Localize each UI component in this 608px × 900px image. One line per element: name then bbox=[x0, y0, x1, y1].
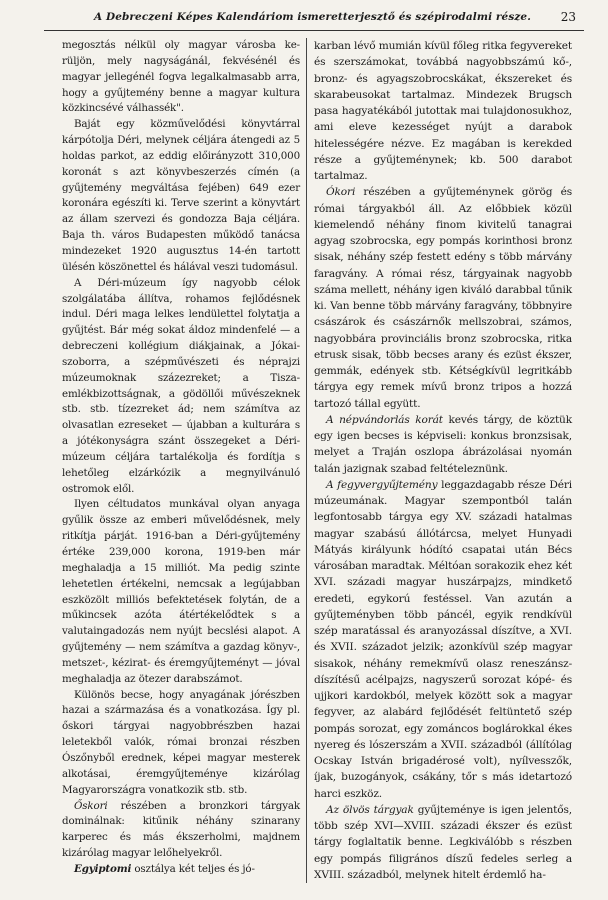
section-lead: Egyiptomi bbox=[74, 862, 132, 875]
column-divider bbox=[306, 38, 307, 883]
section-lead: Őskori bbox=[74, 799, 108, 812]
header-rule bbox=[44, 30, 584, 31]
running-title: A Debreczeni Képes Kalendáriom ismeretterjesztő és szépirodalmi része. bbox=[94, 11, 531, 23]
paragraph: megosztás nélkül oly magyar városba ke- rüljön, mely nagyságánál, fekvésénél és magyar jellegénél fogva legalkalmasabb arra, hogy a gyűjtemény benne a magyar kultura közkincsévé válhassék". bbox=[62, 39, 300, 115]
paragraph-text: kevés tárgy, de köztük egy igen becses is képviseli: konkus bronzsisak, melyet a Traján oszlopa ábrázolásai nyomán talán jazignak szabad feltételeznünk. bbox=[314, 413, 572, 475]
paragraph: Különös becse, hogy anyagának jórészben hazai a származása és a vonatkozása. Így pl. őskori tárgyai nagyobbrészben hazai leletekből valók, római bronzai részben Ószőnyből erednek, képei magyar mesterek alkotásai, éremgyűjteménye kizárólag Magyarországra vonatkozik stb. stb. bbox=[62, 688, 300, 796]
paragraph: Baját egy közművelődési könyvtárral kárpótolja Déri, melynek céljára átengedi az 5 holdas parkot, az eddig előirányzott 310,000 koronát s azt könyvbeszerzés címén (a gyűjtemény megváltása fejében) 649 ezer koronára egészíti ki. Terve szerint a könyvtárt az állam szervezi és gondozza Baja céljára. Baja th. város Budapesten működő tanácsa mindezeket 1920 augusztus 14-én tartott ülésén köszönettel és hálával veszi tudomásul. bbox=[62, 118, 300, 273]
section-lead: Ókori bbox=[326, 186, 356, 199]
paragraph bbox=[314, 477, 572, 802]
page-number: 23 bbox=[560, 10, 576, 24]
right-column bbox=[314, 38, 572, 883]
page-header bbox=[44, 10, 584, 28]
section-lead: A fegyvergyűjtemény bbox=[326, 478, 438, 491]
paragraph bbox=[62, 862, 300, 878]
section-lead: Az ölvös tárgyak bbox=[326, 803, 414, 816]
paragraph-text: leggazdagabb része Déri múzeumának. Magyar szempontból talán legfontosabb tárgya egy XV. századi hatalmas magyar szabású állótárcsa, melyet Hunyadi Mátyás királyunk hódító csapatai után Bécs városában maradtak. Méltóan sorakozik ehez két XVI. századi magyar huszárpajzs, mindkető eredeti, egykorú festéssel. Van azután a gyűjteményben több páncél, egyik rendkívül szép maratással és aranyozással díszítve, a XVI. és XVII. századot jelzik; azonkívül szép magyar sisakok, néhány remekmívű olasz reneszánsz-díszítésű acélpajzs, nagyszerű sorozat kópé- és ujjkori kardokból, melyek között sok a magyar fegyver, az alabárd fejlődését feltüntető szép pompás sorozat, egy zománcos boglárokkal ékes nyereg és lószerszám a XVII. századból (állítólag Ocskay István brigadérosé volt), nyílvesszők, íjak, buzogányok, csákány, tőr s más idetartozó harci eszköz. bbox=[314, 478, 572, 800]
paragraph: karban lévő mumián kívül főleg ritka fegyvereket és szerszámokat, továbbá nagyobbszámú kő-, bronz- és agyagszobrocskákat, ékszereket és skarabeusokat tartalmaz. Mindezek Brugsch pasa hagyatékából jutottak mai tulajdonosukhoz, ami eleve kezességet nyújt a darabok hitelességére nézve. Ez magában is kerekded része a gyűjteménynek; kb. 500 darabot tartalmaz. bbox=[314, 40, 572, 182]
paragraph bbox=[314, 412, 572, 477]
paragraph: Ilyen céltudatos munkával olyan anyaga gyűlik össze az emberi művelődésnek, mely ritkítja párját. 1916-ban a Déri-gyűjtemény értéke 239,000 korona, 1919-ben már meghaladja a 15 milliót. Ma pedig szinte lehetetlen értékelni, nemcsak a legújabban eszközölt milliós befektetések folytán, de a műkincsek azóta átértékelődtek s a valutaingadozás nem nyújt becslési alapot. A gyűjtemény — nem számítva a gazdag könyv-, metszet-, kézirat- és éremgyűjteményt — jóval meghaladja az ötezer darabszámot. bbox=[62, 498, 300, 685]
paragraph-text: osztálya két teljes és jó- bbox=[131, 862, 255, 875]
paragraph-text: részében a gyűjteménynek görög és római tárgyakból áll. Az előbbiek közül kiemelendő néhány finom kivitelű tanagrai agyag szobrocska, egy pompás korinthosi bronz sisak, néhány szép festett edény s több márvány faragvány. A római rész, tárgyainak nagyobb száma mellett, néhány igen kiváló darabbal tűnik ki. Van benne több márvány faragvány, többnyire császárok és császárnők mellszobrai, számos, nagyobbára provinciális bronz szobrocska, ritka etrusk sisak, több becses arany és ezüst ékszer, gemmák, edények stb. Kétségkívül legritkább tárgya egy remek mívű bronz tripos a hozzá tartozó tállal együtt. bbox=[314, 186, 572, 410]
paragraph bbox=[62, 799, 300, 862]
paragraph-text: részében a bronzkori tárgyak dominálnak: kitűnik néhány szinarany karperec és más ékszerholmi, majdnem kizárólag magyar lelőhelyekről. bbox=[62, 799, 300, 860]
paragraph bbox=[314, 802, 572, 883]
paragraph bbox=[314, 184, 572, 412]
paragraph: A Déri-múzeum így nagyobb célok szolgálatába állítva, rohamos fejlődésnek indul. Déri maga lelkes lendülettel folytatja a gyűjtést. Bár még sokat áldoz mindenfelé — a debreczeni kollégium diákjainak, a Jókai-szoborra, a szépművészeti és néprajzi múzeumoknak százezreket; a Tisza-emlékbizottságnak, a gödöllői művészeknek stb. stb. tízezreket ád; nem számítva az olvasatlan ezreseket — újabban a kulturára s a jótékonyságra szánt összegeket a Déri-múzeum céljára tartalékolja és fordítja s lehetőleg elzárkózik a megnyilvánuló ostromok elől. bbox=[62, 276, 300, 495]
paragraph-text: gyűjteménye is igen jelentős, több szép XVI—XVIII. századi ékszer és ezüst tárgy foglaltatik benne. Legkiválóbb s részben egy pompás filigrános díszű fedeles serleg a XVIII. századból, melynek hitelt érdemlő ha- bbox=[314, 803, 572, 881]
left-column bbox=[62, 38, 300, 878]
section-lead: A népvándorlás korát bbox=[326, 413, 443, 426]
